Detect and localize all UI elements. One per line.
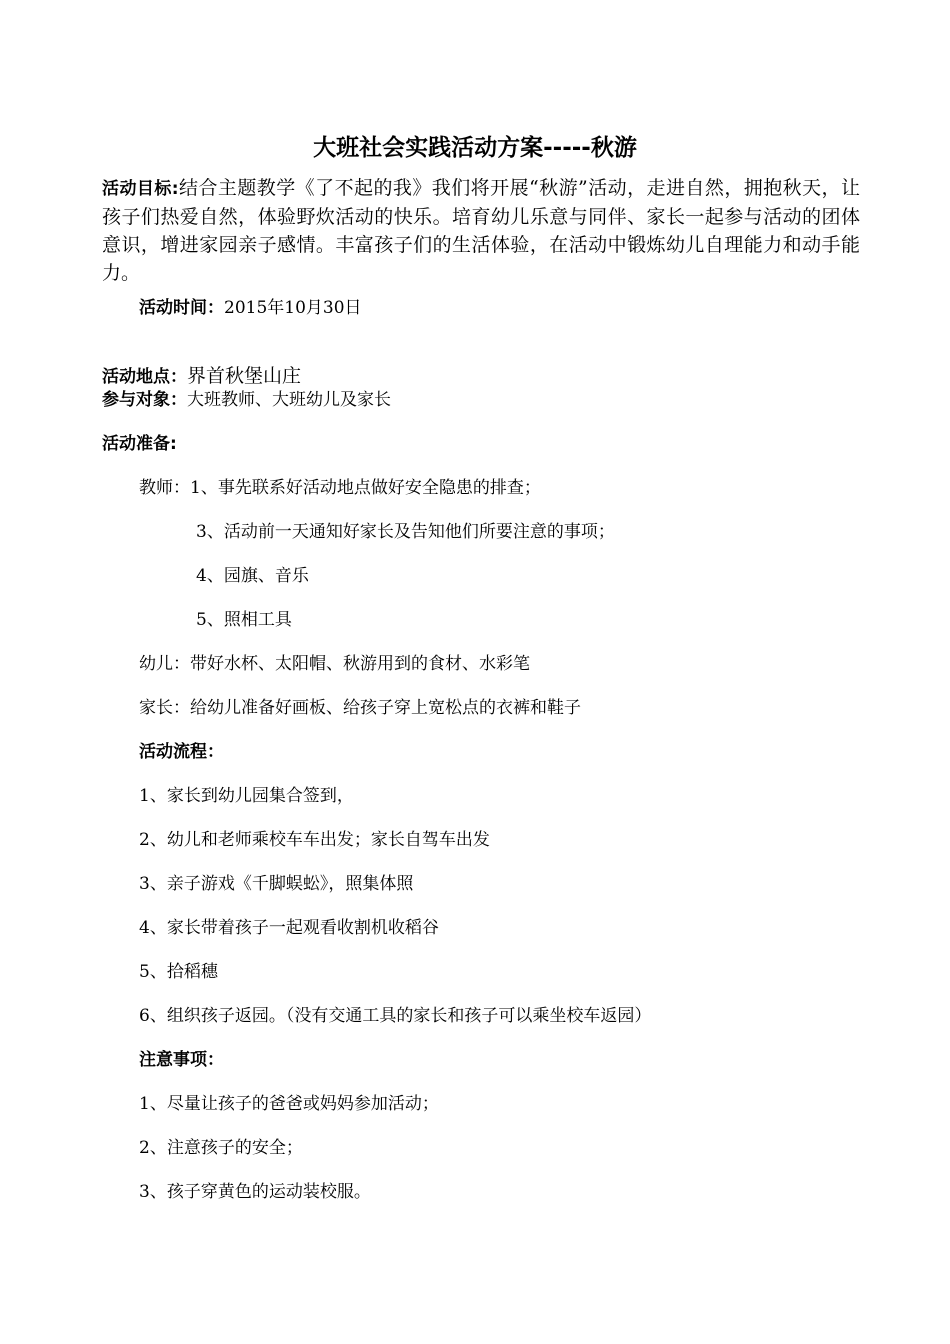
activity-time-label: 活动时间： [139, 298, 224, 318]
activity-participants-label: 参与对象： [102, 390, 187, 410]
notes-heading: 注意事项： [139, 1050, 224, 1070]
process-item: 1、家长到幼儿园集合签到， [139, 786, 354, 806]
activity-time-value: 2015年10月30日 [224, 298, 362, 318]
document-title: 大班社会实践活动方案-----秋游 [313, 135, 637, 161]
process-item: 3、亲子游戏《千脚蜈蚣》，照集体照 [139, 874, 414, 894]
note-item: 1、尽量让孩子的爸爸或妈妈参加活动； [139, 1094, 439, 1114]
preparation-heading: 活动准备: [102, 434, 177, 454]
children-prep: 幼儿：带好水杯、太阳帽、秋游用到的食材、水彩笔 [139, 654, 530, 674]
activity-place [102, 364, 301, 389]
activity-place-label: 活动地点： [102, 367, 187, 387]
process-item: 2、幼儿和老师乘校车车出发；家长自驾车出发 [139, 830, 490, 850]
process-item: 5、拾稻穗 [139, 962, 218, 982]
activity-participants [102, 388, 391, 412]
activity-place-value: 界首秋堡山庄 [187, 365, 302, 387]
process-item: 6、组织孩子返园。（没有交通工具的家长和孩子可以乘坐校车返园） [139, 1006, 652, 1026]
teacher-prep-item: 5、照相工具 [196, 610, 292, 630]
teacher-prep-item: 4、园旗、音乐 [196, 566, 309, 586]
activity-goal-paragraph [102, 174, 860, 287]
activity-participants-value: 大班教师、大班幼儿及家长 [187, 390, 391, 410]
note-item: 3、孩子穿黄色的运动装校服。 [139, 1182, 371, 1202]
activity-goal-text: 结合主题教学《了不起的我》我们将开展“秋游”活动，走进自然，拥抱秋天，让孩子们热爱自然，体验野炊活动的快乐。培育幼儿乐意与同伴、家长一起参与活动的团体意识，增进家园亲子感情。丰富孩子们的生活体验，在活动中锻炼幼儿自理能力和动手能力。 [102, 177, 860, 284]
activity-goal-label: 活动目标: [102, 179, 179, 199]
teacher-prep-item: 3、活动前一天通知好家长及告知他们所要注意的事项； [196, 522, 615, 542]
note-item: 2、注意孩子的安全； [139, 1138, 303, 1158]
teacher-prep-item: 教师：1、事先联系好活动地点做好安全隐患的排查； [139, 478, 541, 498]
parents-prep: 家长：给幼儿准备好画板、给孩子穿上宽松点的衣裤和鞋子 [139, 698, 581, 718]
process-heading: 活动流程： [139, 742, 224, 762]
activity-time [139, 296, 362, 320]
process-item: 4、家长带着孩子一起观看收割机收稻谷 [139, 918, 439, 938]
